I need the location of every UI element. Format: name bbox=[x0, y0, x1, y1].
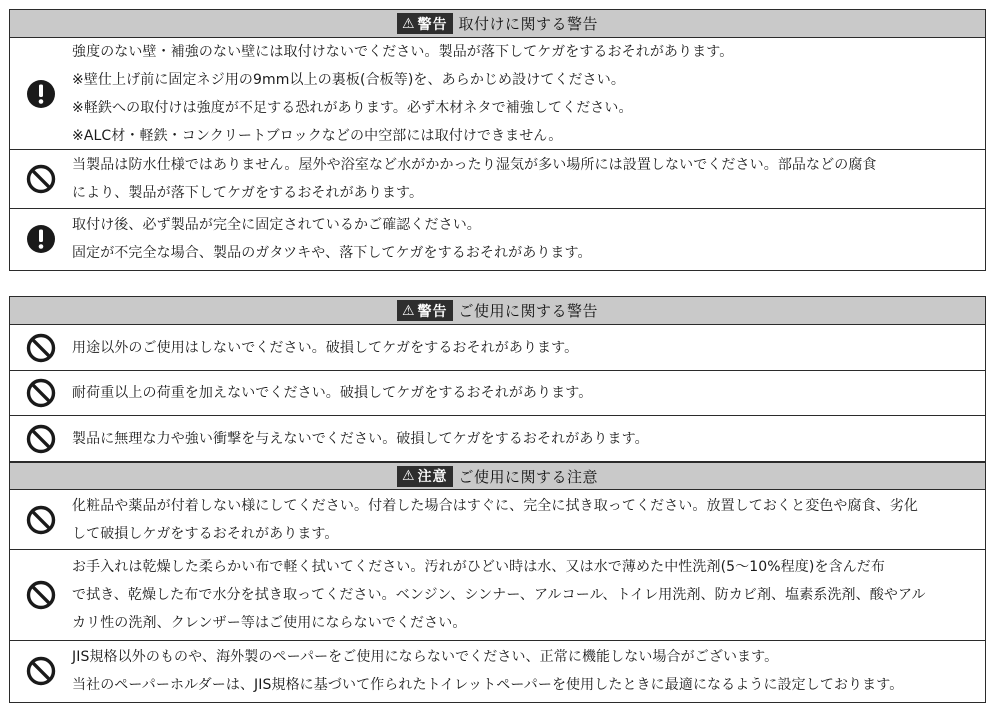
section-header bbox=[10, 297, 985, 325]
row-text-line: 取付け後、必ず製品が完全に固定されているかご確認ください。 bbox=[72, 217, 481, 233]
row-text-line: により、製品が落下してケガをするおそれがあります。 bbox=[72, 185, 424, 201]
row-text-line: 強度のない壁・補強のない壁には取付けないでください。製品が落下してケガをするおそれがあります。 bbox=[72, 43, 734, 60]
row-text-line: お手入れは乾燥した柔らかい布で軽く拭いてください。汚れがひどい時は水、又は水で薄めた中性洗剤(5〜10%程度)を含んだ布 bbox=[72, 559, 885, 575]
warning-badge bbox=[397, 13, 453, 34]
row-text-line: 固定が不完全な場合、製品のガタツキや、落下してケガをするおそれがあります。 bbox=[72, 245, 592, 261]
row-text-line: して破損しケガをするおそれがあります。 bbox=[72, 525, 339, 542]
badge-label: 注意 bbox=[417, 469, 448, 485]
row-text-line: 当社のペーパーホルダーは、JIS規格に基づいて作られたトイレットペーパーを使用したときに最適になるように設定しております。 bbox=[72, 677, 904, 693]
caution-badge bbox=[397, 466, 453, 487]
section-title: 取付けに関する警告 bbox=[458, 15, 599, 33]
section-header bbox=[10, 462, 985, 490]
row-text-line: 耐荷重以上の荷重を加えないでください。破損してケガをするおそれがあります。 bbox=[72, 385, 593, 401]
warning-triangle-icon: ⚠ bbox=[401, 302, 416, 319]
row-text-line: 製品に無理な力や強い衝撃を与えないでください。破損してケガをするおそれがあります。 bbox=[72, 430, 649, 447]
exclamation-icon bbox=[26, 79, 56, 109]
section-title: ご使用に関する警告 bbox=[458, 302, 599, 320]
row-text-line: ※軽鉄への取付けは強度が不足する恐れがあります。必ず木材ネタで補強してください。 bbox=[72, 99, 633, 116]
warning-triangle-icon: ⚠ bbox=[401, 468, 416, 484]
warning-triangle-icon: ⚠ bbox=[401, 15, 416, 32]
row-text-line: 用途以外のご使用はしないでください。破損してケガをするおそれがあります。 bbox=[72, 339, 579, 356]
prohibition-icon bbox=[26, 164, 56, 194]
caution-row bbox=[10, 550, 985, 641]
prohibition-icon bbox=[26, 580, 56, 610]
exclamation-icon bbox=[26, 224, 56, 254]
row-text-line: JIS規格以外のものや、海外製のペーパーをご使用にならないでください、正常に機能しない場合がございます。 bbox=[72, 649, 779, 665]
usage-panel bbox=[9, 296, 986, 703]
row-text-line: 化粧品や薬品が付着しない様にしてください。付着した場合はすぐに、完全に拭き取ってください。放置しておくと変色や腐食、劣化 bbox=[72, 497, 918, 514]
prohibition-icon bbox=[26, 333, 56, 363]
prohibition-icon bbox=[26, 656, 56, 686]
warning-row bbox=[10, 325, 985, 371]
prohibition-icon bbox=[26, 424, 56, 454]
mounting-warning-panel bbox=[9, 9, 986, 271]
badge-label: 警告 bbox=[417, 303, 448, 320]
warning-row bbox=[10, 38, 985, 150]
badge-label: 警告 bbox=[417, 16, 448, 33]
caution-row bbox=[10, 490, 985, 550]
prohibition-icon bbox=[26, 378, 56, 408]
warning-row bbox=[10, 150, 985, 209]
warning-row bbox=[10, 209, 985, 269]
row-text-line: ※壁仕上げ前に固定ネジ用の9mm以上の裏板(合板等)を、あらかじめ設けてください。 bbox=[72, 71, 625, 88]
prohibition-icon bbox=[26, 505, 56, 535]
row-text-line: 当製品は防水仕様ではありません。屋外や浴室など水がかかったり湿気が多い場所には設置しないでください。部品などの腐食 bbox=[72, 157, 877, 173]
warning-row bbox=[10, 416, 985, 462]
row-text-line: カリ性の洗剤、クレンザー等はご使用にならないでください。 bbox=[72, 615, 467, 631]
caution-row bbox=[10, 641, 985, 701]
warning-badge bbox=[397, 300, 453, 321]
section-title: ご使用に関する注意 bbox=[458, 467, 599, 486]
section-header bbox=[10, 10, 985, 38]
row-text-line: ※ALC材・軽鉄・コンクリートブロックなどの中空部には取付けできません。 bbox=[72, 127, 563, 144]
row-text-line: で拭き、乾燥した布で水分を拭き取ってください。ベンジン、シンナー、アルコール、トイレ用洗剤、防カビ剤、塩素系洗剤、酸やアル bbox=[72, 587, 926, 603]
warning-row bbox=[10, 371, 985, 416]
